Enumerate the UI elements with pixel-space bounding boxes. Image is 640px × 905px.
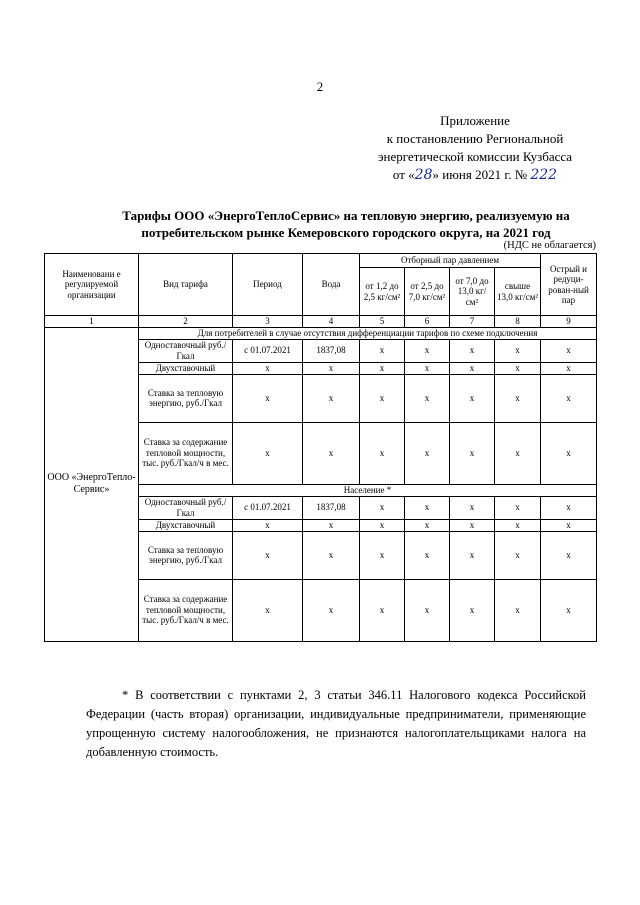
steam2-cell: х: [405, 496, 450, 519]
col-number-3: 3: [233, 316, 303, 328]
period-cell: х: [233, 422, 303, 484]
water-cell: х: [303, 422, 360, 484]
period-cell: х: [233, 531, 303, 579]
header-steam-2: от 2,5 до 7,0 кг/см²: [405, 268, 450, 316]
col-number-1: 1: [45, 316, 139, 328]
water-cell: х: [303, 362, 360, 374]
sharp-cell: х: [541, 339, 597, 362]
period-cell: с 01.07.2021: [233, 496, 303, 519]
steam1-cell: х: [360, 496, 405, 519]
water-cell: х: [303, 374, 360, 422]
col-number-6: 6: [405, 316, 450, 328]
header-org: Наименовани е регулируемой организации: [45, 254, 139, 316]
steam2-cell: х: [405, 374, 450, 422]
steam1-cell: х: [360, 422, 405, 484]
date-day: 28: [414, 167, 433, 183]
org-name-cell: ООО «ЭнергоТепло-Сервис»: [45, 327, 139, 641]
steam1-cell: х: [360, 339, 405, 362]
period-cell: с 01.07.2021: [233, 339, 303, 362]
steam3-cell: х: [450, 496, 495, 519]
date-middle: » июня 2021 г. №: [432, 167, 528, 182]
appendix-line-2: к постановлению Региональной: [386, 131, 564, 146]
steam1-cell: х: [360, 579, 405, 641]
period-cell: х: [233, 579, 303, 641]
steam2-cell: х: [405, 339, 450, 362]
date-prefix: от «: [392, 167, 415, 182]
steam1-cell: х: [360, 362, 405, 374]
steam4-cell: х: [495, 519, 541, 531]
steam3-cell: х: [450, 422, 495, 484]
steam4-cell: х: [495, 579, 541, 641]
sharp-cell: х: [541, 422, 597, 484]
sharp-cell: х: [541, 519, 597, 531]
col-number-5: 5: [360, 316, 405, 328]
steam2-cell: х: [405, 579, 450, 641]
water-cell: х: [303, 531, 360, 579]
water-cell: 1837,08: [303, 496, 360, 519]
sharp-cell: х: [541, 579, 597, 641]
period-cell: х: [233, 374, 303, 422]
header-sharp-steam: Острый и редуци-рован-ный пар: [541, 254, 597, 316]
steam4-cell: х: [495, 422, 541, 484]
page-number: 2: [316, 79, 324, 94]
header-steam-group: Отборный пар давлением: [360, 254, 541, 268]
col-number-7: 7: [450, 316, 495, 328]
section-header-general: Для потребителей в случае отсутствия дифференциации тарифов по схеме подключения: [139, 327, 597, 339]
steam2-cell: х: [405, 422, 450, 484]
header-steam-3: от 7,0 до 13,0 кг/см²: [450, 268, 495, 316]
steam4-cell: х: [495, 531, 541, 579]
appendix-line-3: энергетической комиссии Кузбасса: [377, 149, 573, 164]
col-number-9: 9: [541, 316, 597, 328]
steam4-cell: х: [495, 496, 541, 519]
steam4-cell: х: [495, 374, 541, 422]
steam4-cell: х: [495, 339, 541, 362]
header-water: Вода: [303, 254, 360, 316]
water-cell: х: [303, 519, 360, 531]
tariff-type: Двухставочный: [139, 362, 233, 374]
sharp-cell: х: [541, 374, 597, 422]
date-number: 222: [530, 167, 558, 183]
steam3-cell: х: [450, 579, 495, 641]
tariff-table: [44, 253, 597, 642]
steam1-cell: х: [360, 531, 405, 579]
steam1-cell: х: [360, 374, 405, 422]
period-cell: х: [233, 362, 303, 374]
col-number-8: 8: [495, 316, 541, 328]
tariff-type: Двухставочный: [139, 519, 233, 531]
sharp-cell: х: [541, 496, 597, 519]
steam2-cell: х: [405, 362, 450, 374]
appendix-date: [360, 166, 590, 184]
header-steam-4: свыше 13,0 кг/см²: [495, 268, 541, 316]
col-number-2: 2: [139, 316, 233, 328]
steam2-cell: х: [405, 519, 450, 531]
tariff-type: Ставка за содержание тепловой мощности, тыс. руб./Гкал/ч в мес.: [139, 579, 233, 641]
steam3-cell: х: [450, 362, 495, 374]
steam4-cell: х: [495, 362, 541, 374]
col-number-4: 4: [303, 316, 360, 328]
water-cell: х: [303, 579, 360, 641]
footnote: [86, 686, 586, 762]
section-header-population: Население *: [139, 484, 597, 496]
document-title: Тарифы ООО «ЭнергоТеплоСервис» на тепловую энергию, реализуемую на потребительском рынке Кемеровского городского округа, на 2021 год: [122, 208, 570, 240]
tariff-type: Ставка за тепловую энергию, руб./Гкал: [139, 531, 233, 579]
steam1-cell: х: [360, 519, 405, 531]
water-cell: 1837,08: [303, 339, 360, 362]
sharp-cell: х: [541, 362, 597, 374]
header-tariff-type: Вид тарифа: [139, 254, 233, 316]
vat-note: (НДС не облагается): [503, 240, 596, 251]
tariff-type: Одноставочный руб./Гкал: [139, 496, 233, 519]
tariff-type: Одноставочный руб./Гкал: [139, 339, 233, 362]
appendix-block: [360, 112, 590, 184]
tariff-type: Ставка за тепловую энергию, руб./Гкал: [139, 374, 233, 422]
tariff-type: Ставка за содержание тепловой мощности, тыс. руб./Гкал/ч в мес.: [139, 422, 233, 484]
sharp-cell: х: [541, 531, 597, 579]
steam3-cell: х: [450, 339, 495, 362]
steam2-cell: х: [405, 531, 450, 579]
appendix-line-1: Приложение: [440, 113, 510, 128]
header-period: Период: [233, 254, 303, 316]
header-steam-1: от 1,2 до 2,5 кг/см²: [360, 268, 405, 316]
steam3-cell: х: [450, 519, 495, 531]
steam3-cell: х: [450, 374, 495, 422]
footnote-text: * В соответствии с пунктами 2, 3 статьи 346.11 Налогового кодекса Российской Федерации (часть вторая) организации, индивидуальные предприниматели, применяющие упрощенную систему налогообложения, не признаются налогоплательщиками налога на добавленную стоимость.: [86, 688, 586, 759]
period-cell: х: [233, 519, 303, 531]
steam3-cell: х: [450, 531, 495, 579]
